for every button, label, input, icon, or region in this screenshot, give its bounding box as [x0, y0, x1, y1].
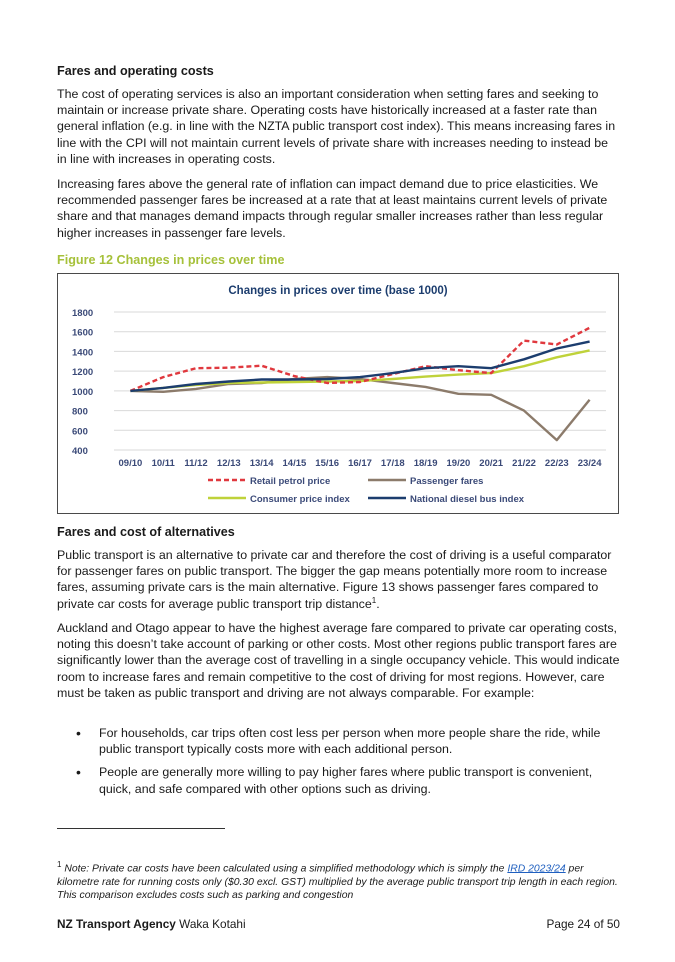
page-footer — [57, 917, 620, 931]
section-heading-fares-operating: Fares and operating costs — [57, 64, 214, 78]
footnote: $^1$ Note: Private car costs have been calculated using a simplified methodology which is simply the IRD 2023/24 per kilometre rate for running costs only ($0.30 excl. GST) multiplied by the average public transport trip length in each region. This comparison excludes costs such as parking and congestion — [57, 860, 618, 901]
paragraph: The cost of operating services is also an important consideration when setting fares and seeking to maintain or increase private share. Operating costs have historically increased at a faster rate than general inflation (e.g. in line with the NZTA public transport cost index). This means increasing fares in line with the CPI will not maintain current levels of private share with increases needing to instead be in line with increases in operating costs. — [57, 87, 616, 166]
footer-org: NZ Transport Agency Waka Kotahi — [57, 917, 246, 931]
y-tick-label: 400 — [72, 446, 88, 457]
x-tick-label: 17/18 — [380, 458, 405, 469]
y-tick-label: 800 — [72, 406, 88, 418]
chart-title: Changes in prices over time (base 1000) — [228, 285, 448, 297]
y-tick-label: 600 — [72, 426, 88, 438]
x-tick-label: 20/21 — [479, 458, 504, 469]
x-tick-label: 10/11 — [151, 458, 175, 469]
chart-frame — [57, 273, 619, 514]
list-item: • People are generally more willing to pay higher fares where public transport is convenient, quick, and safe compared with other options such as driving. — [57, 764, 620, 796]
bullet-list — [57, 725, 620, 804]
y-tick-label: 1000 — [72, 386, 94, 398]
x-tick-label: 23/24 — [577, 458, 602, 469]
price-change-chart — [58, 274, 618, 513]
y-tick-label: 1400 — [72, 347, 94, 359]
x-tick-label: 19/20 — [446, 458, 471, 469]
paragraph: Increasing fares above the general rate of inflation can impact demand due to price elasticities. We recommended passenger fares be increased at a rate that at least maintains current levels of private share and that manages demand impacts through regular smaller increases rather than less regular higher increases in passenger fare levels. — [57, 177, 608, 240]
x-tick-label: 09/10 — [118, 458, 143, 469]
page-number: Page 24 of 50 — [546, 917, 620, 931]
footnote-ref[interactable]: 1 — [371, 595, 377, 605]
x-tick-label: 11/12 — [184, 458, 208, 469]
ird-link[interactable]: IRD 2023/24 — [507, 863, 566, 875]
legend-label: Retail petrol price — [250, 476, 331, 487]
y-tick-label: 1800 — [72, 308, 94, 319]
x-tick-label: 22/23 — [544, 458, 569, 469]
x-tick-label: 18/19 — [413, 458, 438, 469]
x-tick-label: 16/17 — [348, 458, 372, 469]
legend-label: National diesel bus index — [410, 494, 525, 505]
y-tick-label: 1200 — [72, 367, 94, 379]
list-item: • For households, car trips often cost less per person when more people share the ride, while public transport typically costs more with each additional person. — [57, 725, 620, 757]
x-tick-label: 21/22 — [512, 458, 536, 469]
paragraph: Public transport is an alternative to private car and therefore the cost of driving is a useful comparator for passenger fares on public transport. The bigger the gap means potentially more room to increase fares, assuming private cars is the main alternative. Figure 13 shows passenger fares compared to private car costs for average public transport trip distance$^1$. — [57, 548, 612, 611]
x-tick-label: 15/16 — [315, 458, 340, 469]
paragraph: Auckland and Otago appear to have the highest average fare compared to private car operating costs, noting this doesn’t take account of parking or other costs. Most other regions public transport fares are significantly lower than the average cost of travelling in a single occupancy vehicle. This would indicate room to increase fares and remain competitive to the cost of driving for most regions. However, care must be taken as public transport and driving are not always comparable. For example: — [57, 621, 620, 700]
legend-label: Passenger fares — [410, 476, 484, 487]
section-heading-cost-alternatives: Fares and cost of alternatives — [57, 525, 235, 539]
legend-label: Consumer price index — [250, 494, 350, 505]
x-tick-label: 14/15 — [282, 458, 307, 469]
y-tick-label: 1600 — [72, 327, 94, 339]
figure-caption: Figure 12 Changes in prices over time — [57, 253, 285, 267]
x-tick-label: 12/13 — [216, 458, 241, 469]
x-tick-label: 13/14 — [249, 458, 274, 469]
footnote-divider — [57, 828, 225, 829]
